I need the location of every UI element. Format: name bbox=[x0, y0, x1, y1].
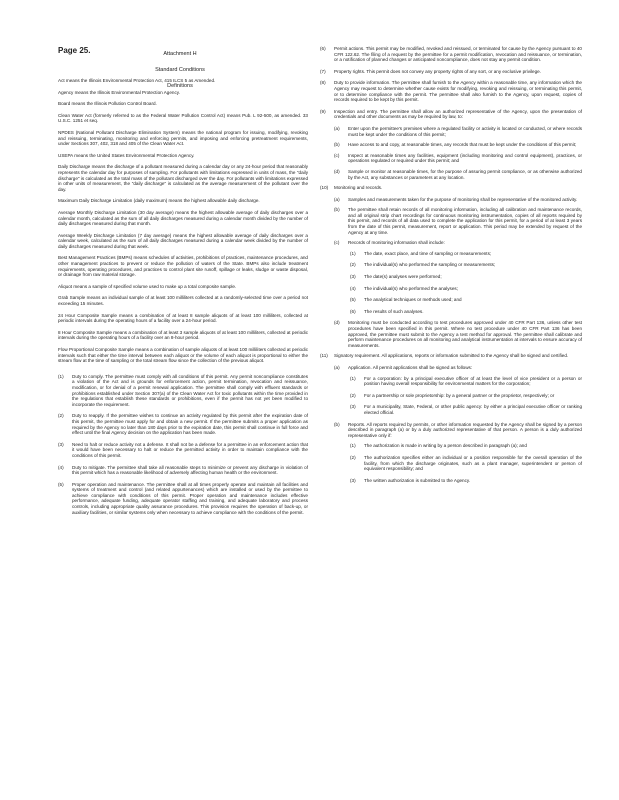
condition-11-b bbox=[334, 422, 582, 439]
item-text: The permittee shall retain records of all monitoring information, including all calibration and maintenance records, and all original strip chart recordings for continuous monitoring instrumentation, copies of all reports required by this permit, and records of all data used to complete the application for this permit, for a period of at least 3 years from the date of this permit, measurement, report or application. This period may be extended by request of the Agency at any time. bbox=[348, 207, 582, 235]
item-number: (4) bbox=[58, 464, 64, 470]
item-number: (6) bbox=[350, 308, 356, 314]
item-text: The authorization specifies either an individual or a position responsible for the overall operation of the facility, from which the discharge originates, such as a plant manager, superintendent or person of equivalent responsibility; and bbox=[364, 454, 582, 472]
item-text: The date(s) analyses were performed; bbox=[364, 274, 442, 280]
standard-conditions-title: Standard Conditions bbox=[155, 67, 205, 73]
sub-sub-item bbox=[350, 393, 582, 399]
condition-number: (11) bbox=[320, 353, 328, 359]
item-number: (a) bbox=[334, 125, 340, 131]
sub-item bbox=[334, 126, 582, 137]
item-text: For a partnership or sole proprietorship: by a general partner or the proprietor, respectively; or bbox=[364, 392, 555, 398]
definition-paragraph: Clean Water Act (formerly referred to as the Federal Water Pollution Control Act) means Pub. L 92-500, as amended. 33 U.S.C. 1251 et seq. bbox=[58, 112, 308, 124]
condition-text: Property rights. This permit does not convey any property rights of any sort, or any exclusive privilege. bbox=[334, 68, 541, 74]
condition-number: (9) bbox=[320, 108, 326, 114]
definition-paragraph: Agency means the Illinois Environmental Protection Agency. bbox=[58, 89, 180, 95]
item-text: Have access to and copy, at reasonable times, any records that must be kept under the conditions of this permit; bbox=[348, 142, 577, 148]
item-text: The date, exact place, and time of sampling or measurements; bbox=[364, 250, 492, 256]
condition-number: (8) bbox=[320, 80, 326, 86]
item-text: Need to halt or reduce activity not a defense. It shall not be a defense for a permittee in an enforcement action that it would have been necessary to halt or reduce the permitted activity in order to maintain compliance with the conditions of this permit. bbox=[72, 441, 308, 458]
condition-text: Inspection and entry. The permittee shall allow an authorized representative of the Agency, upon the presentation of credentials and other documents as may be required by law, to: bbox=[334, 108, 582, 120]
condition-9 bbox=[320, 109, 582, 120]
sub-item bbox=[334, 365, 582, 371]
definition-paragraph: Aliquot means a sample of specified volume used to make up a total composite sample. bbox=[58, 283, 237, 289]
item-number: (1) bbox=[350, 443, 356, 449]
sub-item bbox=[334, 153, 582, 164]
condition-10 bbox=[320, 185, 582, 191]
item-number: (3) bbox=[350, 404, 356, 410]
item-number: (a) bbox=[334, 196, 340, 202]
item-number: (3) bbox=[58, 441, 64, 447]
condition-11 bbox=[320, 353, 582, 359]
condition-10-d bbox=[334, 320, 582, 348]
item-number: (4) bbox=[350, 285, 356, 291]
definition-paragraph: Best Management Practices (BMPs) means schedules of activities, prohibitions of practices, maintenance procedures, and other management practices to prevent or reduce the pollution of waters of the State. BMPs also include treatment requirements, operating procedures, and practices to control plant site runoff, spillage or leaks, sludge or waste disposal, or drainage from raw material storage. bbox=[58, 255, 308, 278]
item-text: The written authorization is submitted to the Agency. bbox=[364, 477, 471, 483]
sub-item bbox=[334, 197, 582, 203]
definition-paragraph: Board means the Illinois Pollution Control Board. bbox=[58, 101, 157, 107]
left-column bbox=[58, 78, 308, 521]
item-text: Proper operation and maintenance. The permittee shall at all times properly operate and maintain all facilities and systems of treatment and control (and related appurtenances) which are installed or used by the permittee to achieve compliance with conditions of this permit. Proper operation and maintenance includes effective performance, adequate funding, adequate operator staffing and training, and adequate laboratory and process controls, including appropriate quality assurance procedures. This provision requires the operation of back-up, or auxiliary facilities, or similar systems only when necessary to achieve compliance with the conditions of the permit. bbox=[72, 481, 308, 515]
condition-item bbox=[58, 482, 308, 516]
sub-item bbox=[334, 142, 582, 148]
sub-sub-item bbox=[350, 297, 582, 303]
definition-paragraph: Daily Discharge means the discharge of a pollutant measured during a calendar day or any 24-hour period that reasonably represents the calendar day for purposes of sampling. For pollutants with limitations expressed in units of mass, the "daily discharge" is calculated as the total mass of the pollutant discharged over the day. For pollutants with limitations expressed in other units of measurement, the "daily discharge" is calculated as the average measurement of the pollutant over the day. bbox=[58, 164, 308, 192]
sub-sub-item bbox=[350, 443, 582, 449]
definition-paragraph: 8 Hour Composite Sample means a combination of at least 3 sample aliquots of at least 100 milliliters, collected at periodic intervals during the operating hours of a facility over an 8-hour period. bbox=[58, 329, 308, 341]
item-text: Application. All permit applications shall be signed as follows: bbox=[348, 364, 473, 370]
item-number: (a) bbox=[334, 364, 340, 370]
definitions-title: Definitions bbox=[167, 83, 193, 89]
definition-paragraph: 24 Hour Composite Sample means a combination of at least 8 sample aliquots of at least 100 milliliters, collected at periodic intervals during the operating hours of a facility over a 24-hour period. bbox=[58, 312, 308, 324]
item-text: The authorization is made in writing by a person described in paragraph (a); and bbox=[364, 443, 527, 449]
item-text: Duty to comply. The permittee must comply with all conditions of this permit. Any permit noncompliance constitutes a violation of the Act and is grounds for enforcement action, permit termination, revocation and reissuance, modification, or for denial of a permit renewal application. The permittee shall comply with effluent standards or prohibitions established under Section 307(a) of the Clean Water Act for toxic pollutants within the time provided in the regulations that establish these standards or prohibitions, even if the permit has not yet been modified to incorporate the requirement. bbox=[72, 373, 308, 407]
item-text: The individual(s) who performed the analyses; bbox=[364, 285, 458, 291]
definition-paragraph: USEPA means the United States Environmental Protection Agency. bbox=[58, 152, 195, 158]
condition-item bbox=[58, 413, 308, 435]
condition-item bbox=[58, 465, 308, 476]
sub-number: (b) bbox=[334, 421, 340, 427]
sub-sub-item bbox=[350, 286, 582, 292]
definition-paragraph: Average Monthly Discharge Limitation (30 day average) means the highest allowable average of daily discharges over a calendar month, calculated as the sum of all daily discharges measured during a calendar month divided by the number of daily discharges measured during that month. bbox=[58, 209, 308, 227]
item-number: (5) bbox=[58, 481, 64, 487]
item-number: (1) bbox=[58, 373, 64, 379]
right-column bbox=[320, 46, 582, 489]
item-number: (c) bbox=[334, 152, 340, 158]
sub-sub-item bbox=[350, 309, 582, 315]
item-text: Duty to mitigate. The permittee shall take all reasonable steps to minimize or prevent any discharge in violation of this permit which has a reasonable likelihood of adversely affecting human health or the environment. bbox=[72, 464, 308, 476]
item-number: (c) bbox=[334, 240, 340, 246]
item-number: (1) bbox=[350, 250, 356, 256]
item-text: Duty to reapply. If the permittee wishes to continue an activity regulated by this permit after the expiration date of this permit, the permittee must apply for and obtain a new permit. If the permittee submits a proper application as required by the Agency no later than 180 days prior to the expiration date, this permit shall continue in full force and effect until the final Agency decision on the application has been made. bbox=[72, 413, 308, 436]
sub-sub-item bbox=[350, 251, 582, 257]
item-number: (5) bbox=[350, 297, 356, 303]
condition-6 bbox=[320, 46, 582, 63]
sub-number: (d) bbox=[334, 320, 340, 326]
sub-sub-item bbox=[350, 274, 582, 280]
definition-paragraph: Act means the Illinois Environmental Protection Act, 415 ILCS 5 as Amended. bbox=[58, 78, 216, 83]
condition-number: (7) bbox=[320, 68, 326, 74]
definition-paragraph: NPDES (National Pollutant Discharge Elimination System) means the national program for issuing, modifying, revoking and reissuing, terminating, monitoring and enforcing permits, and imposing and enforcing pretreatment requirements, under Sections 307, 402, 318 and 405 of the Clean Water Act. bbox=[58, 129, 308, 147]
sub-text: Reports. All reports required by permits, or other information requested by the Agency shall be signed by a person described in paragraph (a) or by a duly authorized representative of that person. A person is a duly authorized representative only if: bbox=[348, 421, 582, 438]
item-text: For a corporation: by a principal executive officer of at least the level of vice president or a person or position having overall responsibility for environmental matters for the corporation; bbox=[364, 375, 582, 387]
condition-text: Monitoring and records. bbox=[334, 185, 383, 191]
condition-text: Signatory requirement. All applications, reports or information submitted to the Agency shall be signed and certified. bbox=[334, 353, 569, 359]
sub-sub-item bbox=[350, 376, 582, 387]
condition-item bbox=[58, 442, 308, 459]
item-number: (2) bbox=[350, 454, 356, 460]
condition-text: Duty to provide information. The permittee shall furnish to the Agency within a reasonable time, any information which the Agency may request to determine whether cause exists for modifying, revoking and reissuing, or terminating this permit, or to determine compliance with the permit. The permittee shall also furnish to the Agency, upon request, copies of records required to be kept by this permit. bbox=[334, 80, 582, 103]
sub-text: Monitoring must be conducted according to test procedures approved under 40 CFR Part 136, unless other test procedures have been specified in this permit. Where no test procedure under 40 CFR Part 136 has been approved, the permittee must submit to the Agency a test method for approval. The permittee shall calibrate and perform maintenance procedures on all monitoring and analytical instrumentation at intervals to ensure accuracy of measurements. bbox=[348, 320, 582, 348]
definition-paragraph: Average Weekly Discharge Limitation (7 day average) means the highest allowable average of daily discharges over a calendar week, calculated as the sum of all daily discharges measured during a calendar week divided by the number of daily discharges measured during that week. bbox=[58, 232, 308, 249]
sub-sub-item bbox=[350, 478, 582, 484]
condition-text: Permit actions. This permit may be modified, revoked and reissued, or terminated for cause by the Agency pursuant to 40 CFR 122.62. The filing of a request by the permittee for a permit modification, revocation and reissuance, or termination, or a notification of planned changes or anticipated noncompliance, does not stay any permit condition. bbox=[334, 46, 582, 63]
sub-sub-item bbox=[350, 455, 582, 472]
sub-item bbox=[334, 207, 582, 235]
condition-8 bbox=[320, 80, 582, 102]
item-text: Enter upon the permittee's premises where a regulated facility or activity is located or conducted, or where records must be kept under the conditions of this permit; bbox=[348, 125, 582, 137]
sub-sub-item bbox=[350, 262, 582, 268]
item-number: (2) bbox=[350, 392, 356, 398]
item-number: (b) bbox=[334, 207, 340, 213]
item-number: (d) bbox=[334, 168, 340, 174]
item-number: (1) bbox=[350, 375, 356, 381]
sub-item bbox=[334, 240, 582, 246]
condition-number: (6) bbox=[320, 46, 326, 51]
definition-paragraph: Flow Proportional Composite Sample means a combination of sample aliquots of at least 100 milliliters collected at periodic intervals such that either the time interval between each aliquot or the volume of each aliquot is proportional to either the stream flow at the time of sampling or the total stream flow since the collection of the previous aliquot. bbox=[58, 347, 308, 364]
sub-item bbox=[334, 169, 582, 180]
page-number: Page 25. bbox=[58, 46, 91, 55]
item-number: (2) bbox=[350, 262, 356, 268]
item-text: Sample or monitor at reasonable times, for the purpose of assuring permit compliance, or as otherwise authorized by the Act, any substances or parameters at any location. bbox=[348, 168, 582, 180]
item-text: The individual(s) who performed the sampling or measurements; bbox=[364, 262, 496, 268]
item-text: Inspect at reasonable times any facilities, equipment (including monitoring and control equipment), practices, or operations regulated or required under this permit; and bbox=[348, 152, 582, 164]
condition-7 bbox=[320, 69, 582, 75]
definition-paragraph: Grab Sample means an individual sample of at least 100 milliliters collected at a randomly-selected time over a period not exceeding 15 minutes. bbox=[58, 295, 308, 307]
item-text: The results of such analyses. bbox=[364, 308, 424, 314]
definition-paragraph: Maximum Daily Discharge Limitation (daily maximum) means the highest allowable daily discharge. bbox=[58, 198, 260, 204]
item-number: (2) bbox=[58, 413, 64, 419]
item-number: (3) bbox=[350, 477, 356, 483]
item-text: Records of monitoring information shall include: bbox=[348, 240, 445, 246]
item-text: The analytical techniques or methods used; and bbox=[364, 297, 462, 303]
condition-item bbox=[58, 374, 308, 408]
sub-sub-item bbox=[350, 404, 582, 415]
item-number: (3) bbox=[350, 274, 356, 280]
item-text: Samples and measurements taken for the purpose of monitoring shall be representative of the monitored activity. bbox=[348, 196, 578, 202]
item-text: For a municipality, State, Federal, or other public agency: by either a principal executive officer or ranking elected official. bbox=[364, 404, 582, 415]
attachment-title: Attachment H bbox=[163, 51, 197, 57]
item-number: (b) bbox=[334, 142, 340, 148]
condition-number: (10) bbox=[320, 185, 329, 191]
